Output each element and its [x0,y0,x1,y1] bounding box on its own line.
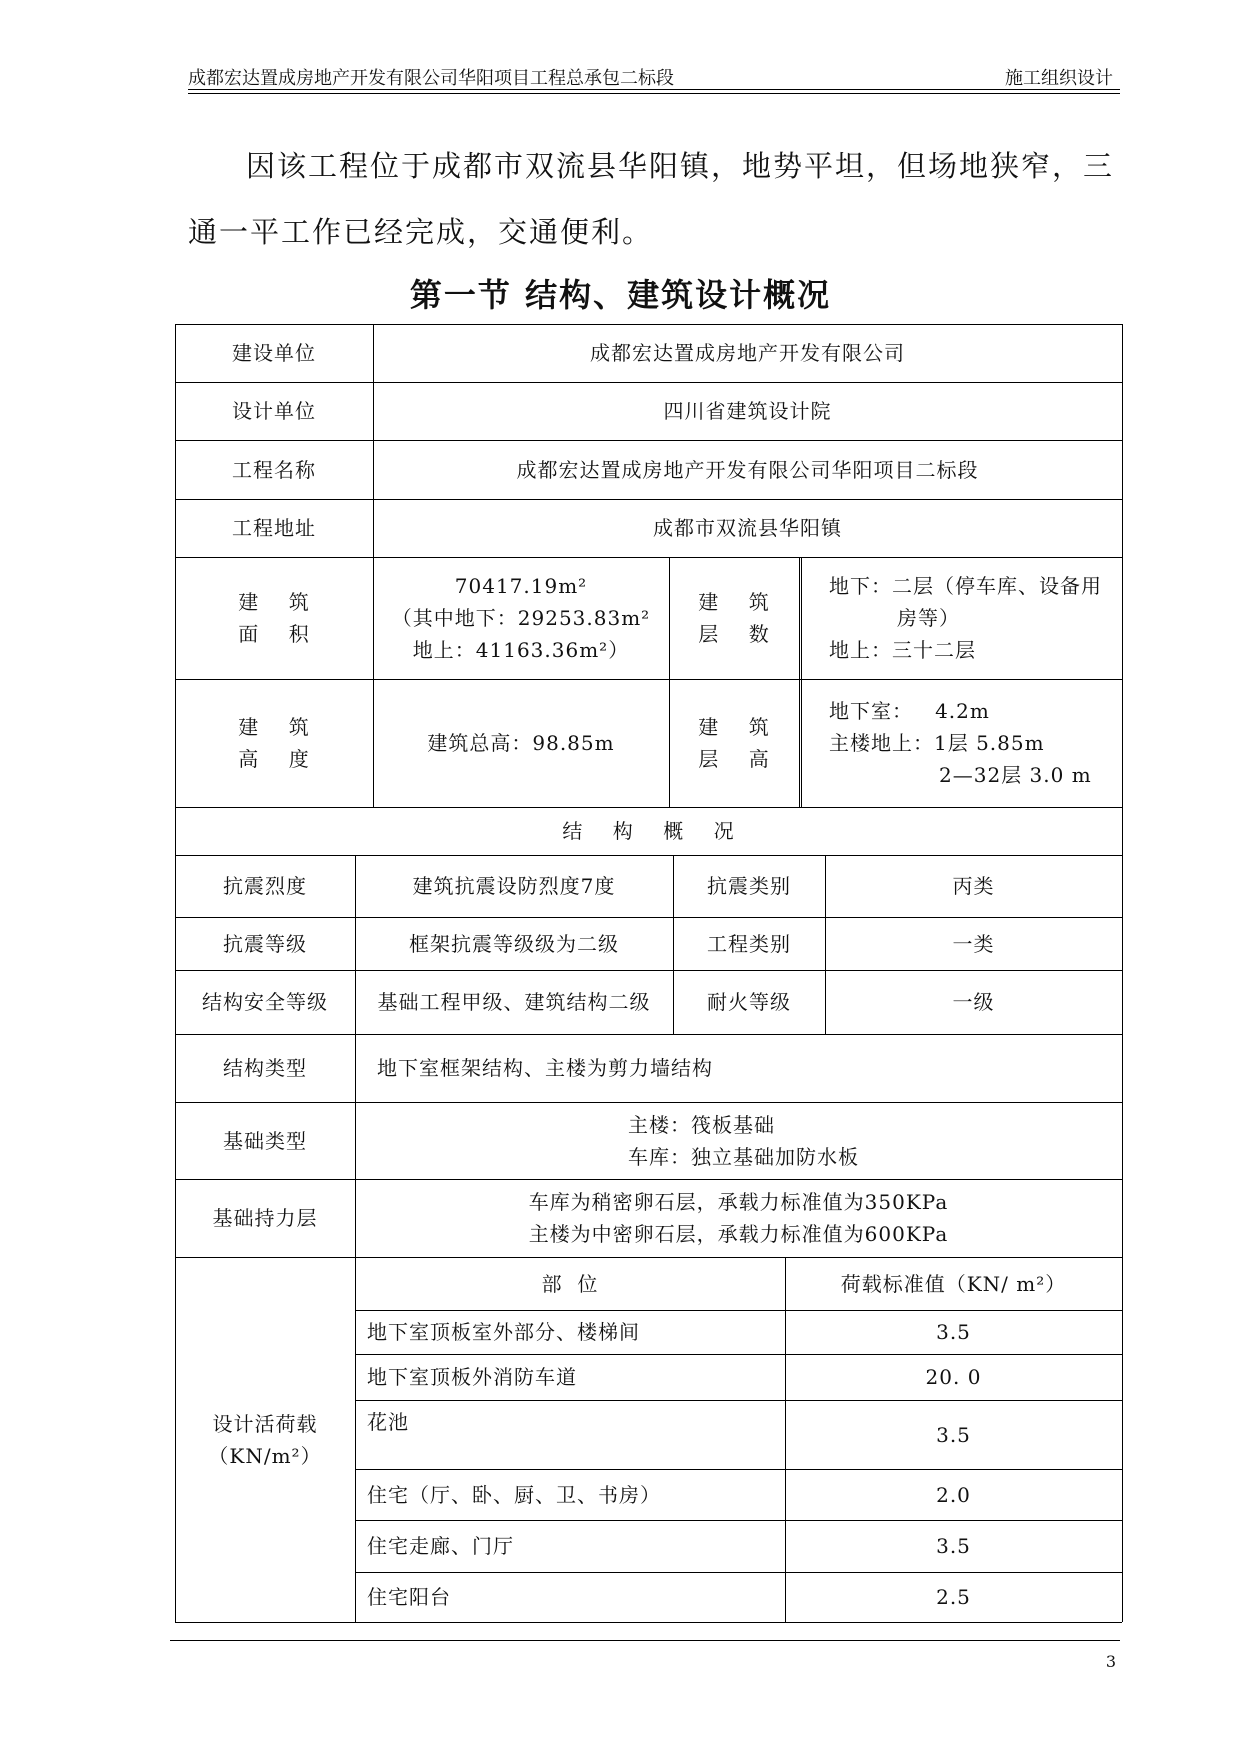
running-header-left: 成都宏达置成房地产开发有限公司华阳项目工程总承包二标段 [188,68,674,89]
load-row-value: 2.0 [936,1482,971,1507]
address-label: 工程地址 [232,516,316,540]
floors-label [669,557,799,679]
bearing-layer-value [355,1179,1122,1257]
load-row-part: 地下室顶板外消防车道 [367,1365,577,1389]
load-row-part: 住宅走廊、门厅 [367,1534,514,1558]
live-load-label-line1: 设计活荷载 [212,1411,318,1436]
running-header-right: 施工组织设计 [1005,68,1113,89]
seismic-intensity-label: 抗震烈度 [223,874,307,898]
area-label [175,557,373,679]
structure-overview-heading: 结 构 概 况 [562,819,735,843]
height-value: 建筑总高：98.85m [427,731,615,755]
storey-label-line2: 层 高 [698,747,770,771]
designer-label: 设计单位 [232,399,316,423]
storey-upper: 2—32层 3.0 m [939,763,1092,787]
section-title: 第一节 结构、建筑设计概况 [409,276,832,314]
project-category-value: 一类 [952,931,995,956]
load-row-part: 住宅（厅、卧、厨、卫、书房） [367,1482,661,1507]
floors-label-line2: 层 数 [698,622,770,646]
structure-type-value: 地下室框架结构、主楼为剪力墙结构 [377,1056,713,1080]
project-category-label: 工程类别 [707,931,791,956]
load-row-value: 3.5 [936,1534,971,1558]
owner-value: 成都宏达置成房地产开发有限公司 [590,341,905,365]
footer-rule [170,1640,1120,1641]
bearing-main: 主楼为中密卵石层，承载力标准值为600KPa [528,1222,949,1246]
floors-label-line1: 建 筑 [698,590,770,614]
foundation-garage: 车库：独立基础加防水板 [628,1144,859,1169]
floors-value [801,557,1122,679]
foundation-main: 主楼：筏板基础 [628,1112,775,1137]
bearing-layer-label: 基础持力层 [212,1206,318,1230]
height-label [175,679,373,807]
seismic-category-value: 丙类 [952,874,995,898]
structure-type-label: 结构类型 [223,1056,307,1080]
storey-label [669,679,799,807]
area-label-line1: 建 筑 [238,590,310,614]
load-row-part: 地下室顶板室外部分、楼梯间 [367,1320,640,1344]
seismic-grade-value: 框架抗震等级级为二级 [409,931,619,956]
address-value: 成都市双流县华阳镇 [653,516,842,540]
storey-label-line1: 建 筑 [698,715,770,739]
floors-underground: 地下：二层（停车库、设备用 [829,574,1102,598]
load-row-value: 3.5 [936,1422,971,1447]
load-row-part: 住宅阳台 [367,1585,451,1609]
project-name-value: 成都宏达置成房地产开发有限公司华阳项目二标段 [516,457,979,482]
table-rule [799,557,800,807]
storey-value [801,679,1122,807]
header-rule [188,89,1120,90]
storey-first: 主楼地上：1层 5.85m [829,731,1045,755]
loads-value-header: 荷载标准值（KN/ m²） [840,1271,1067,1296]
area-value [373,557,669,679]
load-row-value: 2.5 [936,1585,971,1609]
owner-label: 建设单位 [232,341,316,365]
floors-aboveground: 地上：三十二层 [829,638,976,662]
area-aboveground: 地上：41163.36m²） [412,638,630,662]
load-row-value: 20. 0 [925,1365,982,1389]
header-rule-thin [188,93,1120,94]
intro-paragraph: 因该工程位于成都市双流县华阳镇，地势平坦，但场地狭窄，三通一平工作已经完成，交通便利。 [188,149,1115,249]
storey-basement: 地下室： 4.2m [829,699,990,723]
fire-rating-label: 耐火等级 [707,990,791,1014]
height-label-line2: 高 度 [238,747,310,771]
foundation-type-label: 基础类型 [223,1128,307,1153]
area-total: 70417.19m² [454,574,588,598]
height-label-line1: 建 筑 [238,715,310,739]
table-rule [1122,324,1123,1622]
live-load-label-unit: （KN/m²） [208,1443,322,1468]
load-row-value: 3.5 [936,1320,971,1344]
floors-underground-cont: 房等） [897,606,960,630]
safety-grade-label: 结构安全等级 [202,990,328,1014]
table-rule [175,1622,1122,1623]
loads-part-header: 部 位 [541,1271,599,1296]
project-name-label: 工程名称 [232,457,316,482]
bearing-garage: 车库为稍密卵石层，承载力标准值为350KPa [528,1190,949,1214]
designer-value: 四川省建筑设计院 [663,399,832,423]
area-underground: （其中地下：29253.83m² [391,606,651,630]
seismic-grade-label: 抗震等级 [223,931,307,956]
seismic-intensity-value: 建筑抗震设防烈度7度 [412,874,616,898]
foundation-type-value [355,1102,1122,1179]
seismic-category-label: 抗震类别 [707,874,791,898]
area-label-line2: 面 积 [238,622,310,646]
load-row-part: 花池 [367,1410,409,1434]
live-load-label [175,1257,355,1622]
page-number: 3 [1105,1652,1116,1671]
fire-rating-value: 一级 [952,990,995,1014]
safety-grade-value: 基础工程甲级、建筑结构二级 [377,990,651,1014]
